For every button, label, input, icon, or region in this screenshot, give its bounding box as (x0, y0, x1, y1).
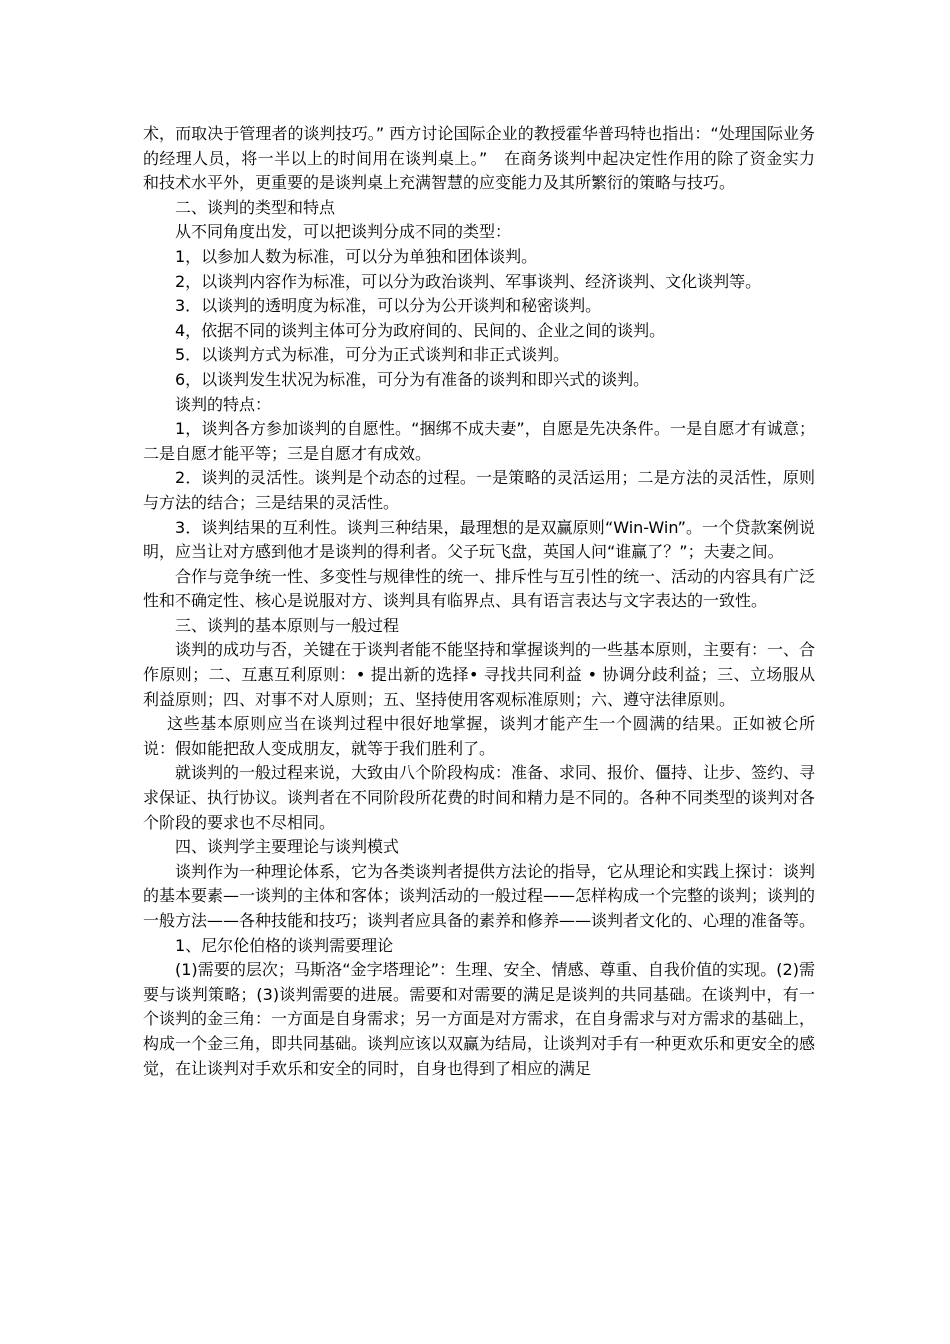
section-heading-principles: 三、谈判的基本原则与一般过程 (175, 615, 400, 635)
section-heading-theories: 四、谈判学主要理论与谈判模式 (175, 837, 400, 857)
list-item: 3．以谈判的透明度为标准，可以分为公开谈判和秘密谈判。 (175, 296, 602, 316)
subheading-needs-theory: 1、尼尔伦伯格的谈判需要理论 (175, 935, 394, 955)
list-item: 4，依据不同的谈判主体可分为政府间的、民间的、企业之间的谈判。 (175, 320, 666, 340)
list-item: 6，以谈判发生状况为标准，可分为有准备的谈判和即兴式的谈判。 (175, 369, 650, 389)
paragraph-intro: 术，而取决于管理者的谈判技巧。” 西方讨论国际企业的教授霍华普玛特也指出：“处理国际业务的经理人员，将一半以上的时间用在谈判桌上。” 在商务谈判中起决定性作用的除了资金实力和技术水平外，更重要的是谈判桌上充满智慧的应变能力及其所繁衍的策略与技巧。 (143, 124, 815, 193)
document-body (143, 122, 815, 1081)
section-heading-types: 二、谈判的类型和特点 (175, 197, 336, 217)
subheading-features: 谈判的特点： (175, 394, 272, 414)
paragraph: 这些基本原则应当在谈判过程中很好地掌握，谈判才能产生一个圆满的结果。正如被仑所说：假如能把敌人变成朋友，就等于我们胜利了。 (143, 714, 815, 758)
list-item: 1，以参加人数为标准，可以分为单独和团体谈判。 (175, 246, 538, 266)
list-item: 3．谈判结果的互利性。谈判三种结果，最理想的是双赢原则“Win-Win”。一个贷款案例说明，应当让对方感到他才是谈判的得利者。父子玩飞盘，英国人问“谁赢了？”；夫妻之间。 (143, 517, 815, 562)
paragraph: 谈判作为一种理论体系，它为各类谈判者提供方法论的指导，它从理论和实践上探讨：谈判的基本要素—一谈判的主体和客体；谈判活动的一般过程——怎样构成一个完整的谈判；谈判的一般方法——各种技能和技巧；谈判者应具备的素养和修养——谈判者文化的、心理的准备等。 (143, 861, 816, 930)
list-item: 2，以谈判内容作为标准，可以分为政治谈判、军事谈判、经济谈判、文化谈判等。 (175, 271, 762, 291)
paragraph: (1)需要的层次；马斯洛“金字塔理论”：生理、安全、情感、尊重、自我价值的实现。(2)需要与谈判策略；(3)谈判需要的进展。需要和对需要的满足是谈判的共同基础。在谈判中，有一个谈判的金三角：一方面是自身需求；另一方面是对方需求，在自身需求与对方需求的基础上，构成一个金三角，即共同基础。谈判应该以双赢为结局，让谈判对手有一种更欢乐和更安全的感觉，在让谈判对手欢乐和安全的同时，自身也得到了相应的满足 (143, 960, 816, 1078)
list-item: 5．以谈判方式为标准，可分为正式谈判和非正式谈判。 (175, 345, 570, 365)
list-item: 2．谈判的灵活性。谈判是个动态的过程。一是策略的灵活运用；二是方法的灵活性，原则与方法的结合；三是结果的灵活性。 (143, 468, 815, 512)
paragraph: 从不同角度出发，可以把谈判分成不同的类型： (175, 222, 512, 242)
paragraph: 合作与竞争统一性、多变性与规律性的统一、排斥性与互引性的统一、活动的内容具有广泛性和不确定性、核心是说服对方、谈判具有临界点、具有语言表达与文字表达的一致性。 (143, 566, 816, 611)
paragraph: 谈判的成功与否，关键在于谈判者能不能坚持和掌握谈判的一些基本原则，主要有：一、合作原则；二、互惠互利原则：• 提出新的选择• 寻找共同利益 • 协调分歧利益；三、立场服从利益原则；四、对事不对人原则；五、坚持使用客观标准原则；六、遵守法律原则。 (143, 640, 816, 709)
list-item: 1，谈判各方参加谈判的自愿性。“捆绑不成夫妻”，自愿是先决条件。一是自愿才有诚意；二是自愿才能平等；三是自愿才有成效。 (143, 419, 815, 463)
paragraph: 就谈判的一般过程来说，大致由八个阶段构成：准备、求同、报价、僵持、让步、签约、寻求保证、执行协议。谈判者在不同阶段所花费的时间和精力是不同的。各种不同类型的谈判对各个阶段的要求也不尽相同。 (143, 763, 816, 832)
